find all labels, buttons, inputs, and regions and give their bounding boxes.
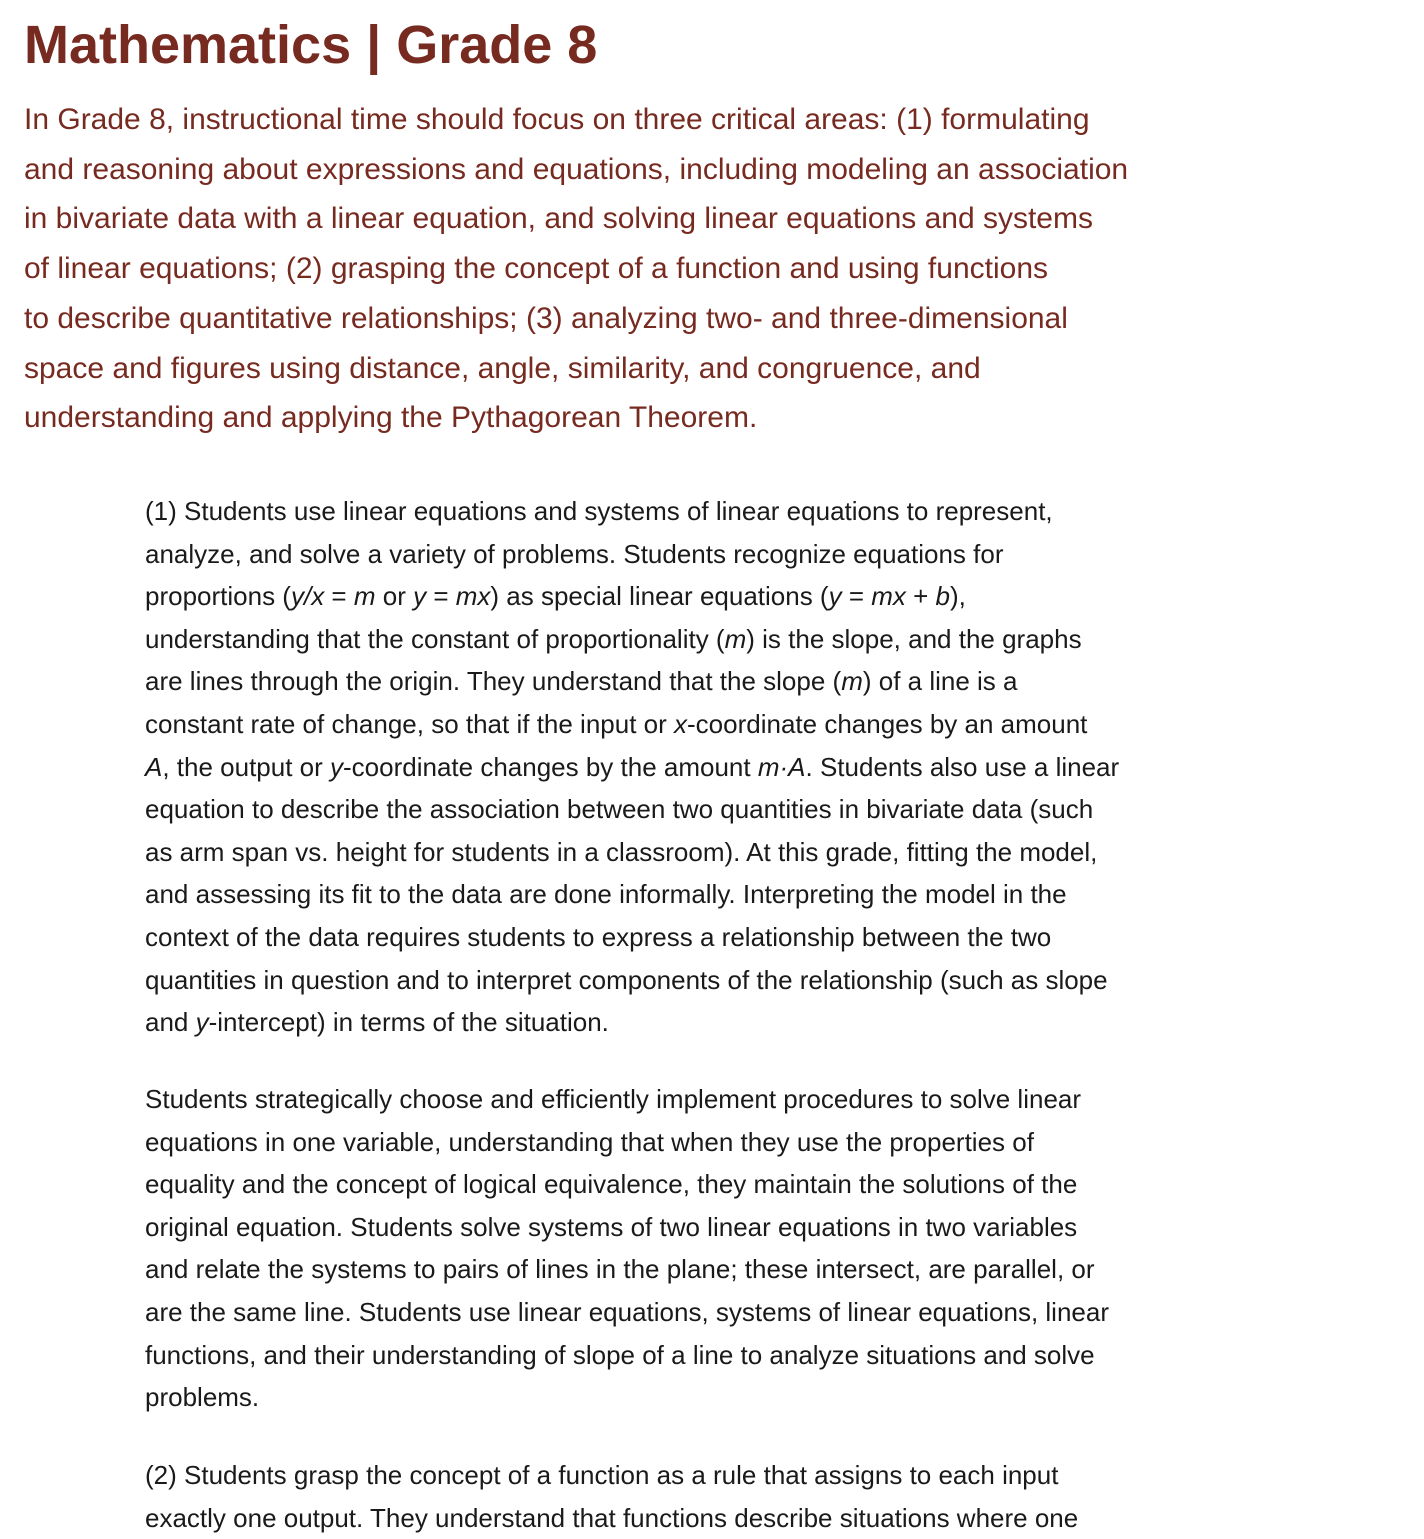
paragraph-line: [145, 746, 1385, 789]
text-run: ) of a line is a: [862, 666, 1018, 697]
critical-area-2-paragraph: [145, 1454, 1385, 1539]
math-variable: y: [413, 581, 427, 612]
text-run: =: [324, 581, 354, 612]
math-variable: m: [353, 581, 376, 612]
math-variable: A: [145, 751, 163, 782]
paragraph-line: are the same line. Students use linear equations, systems of linear equations, linear: [145, 1296, 1109, 1327]
paragraph-line: Students strategically choose and efficiently implement procedures to solve linear: [145, 1084, 1082, 1114]
paragraph-line: equation to describe the association between two quantities in bivariate data (such: [145, 794, 1094, 825]
math-variable: m: [841, 666, 863, 697]
paragraph-line: equations in one variable, understanding that when they use the properties of: [145, 1126, 1034, 1157]
intro-line: In Grade 8, instructional time should focus on three critical areas: (1) formulating: [24, 103, 1090, 136]
intro-paragraph: [24, 95, 1364, 443]
paragraph-line: equality and the concept of logical equivalence, they maintain the solutions of the: [145, 1169, 1078, 1200]
math-variable: m: [724, 623, 747, 654]
math-variable: y/x: [290, 581, 325, 612]
text-run: . Students also use a linear: [805, 751, 1120, 782]
text-run: and: [145, 1007, 196, 1038]
paragraph-line: context of the data requires students to express a relationship between the two: [145, 921, 1052, 952]
paragraph-line: quantities in question and to interpret components of the relationship (such as slope: [145, 964, 1108, 995]
math-variable: y: [195, 1007, 209, 1038]
paragraph-line: [145, 703, 1385, 746]
paragraph-line: [145, 1001, 1385, 1044]
paragraph-line: analyze, and solve a variety of problems. Students recognize equations for: [145, 538, 1004, 569]
math-variable: m·A: [757, 751, 806, 782]
paragraph-line: exactly one output. They understand that functions describe situations where one: [145, 1502, 1079, 1533]
text-run: understanding that the constant of proportionality (: [145, 623, 725, 654]
text-run: are lines through the origin. They understand that the slope (: [145, 666, 842, 697]
text-run: or: [375, 581, 414, 612]
math-variable: mx: [871, 581, 906, 612]
critical-area-1-paragraph: [145, 490, 1385, 1044]
intro-line: in bivariate data with a linear equation, and solving linear equations and systems: [24, 202, 1093, 236]
text-run: constant rate of change, so that if the input or: [145, 708, 675, 739]
text-run: =: [841, 581, 872, 612]
math-variable: y: [330, 751, 344, 782]
intro-line: and reasoning about expressions and equations, including modeling an association: [24, 152, 1129, 186]
intro-line: of linear equations; (2) grasping the concept of a function and using functions: [24, 252, 1048, 286]
math-variable: x: [674, 708, 688, 739]
text-run: , the output or: [162, 751, 331, 782]
text-run: -coordinate changes by an amount: [687, 708, 1088, 739]
text-run: ),: [950, 581, 966, 612]
paragraph-line: (1) Students use linear equations and systems of linear equations to represent,: [145, 496, 1053, 526]
text-run: ) as special linear equations (: [490, 581, 829, 612]
paragraph-line: [145, 575, 1385, 618]
math-variable: mx: [455, 581, 491, 612]
intro-line: space and figures using distance, angle, similarity, and congruence, and: [24, 351, 981, 385]
text-run: proportions (: [145, 581, 291, 612]
paragraph-line: and relate the systems to pairs of lines in the plane; these intersect, are parallel, or: [145, 1254, 1095, 1285]
paragraph-line: as arm span vs. height for students in a classroom). At this grade, fitting the model,: [145, 836, 1098, 867]
math-variable: y: [828, 581, 842, 612]
text-run: +: [905, 581, 936, 612]
paragraph-line: [145, 618, 1385, 661]
text-run: =: [426, 581, 456, 612]
intro-line: understanding and applying the Pythagorean Theorem.: [24, 401, 758, 435]
intro-line: to describe quantitative relationships; (3) analyzing two- and three-dimensional: [24, 301, 1068, 335]
text-run: -intercept) in terms of the situation.: [208, 1007, 609, 1038]
paragraph-line: and assessing its fit to the data are done informally. Interpreting the model in the: [145, 879, 1067, 910]
math-variable: b: [935, 581, 951, 612]
paragraph-line: functions, and their understanding of slope of a line to analyze situations and solve: [145, 1339, 1095, 1370]
linear-equations-paragraph: [145, 1078, 1385, 1419]
text-run: -coordinate changes by the amount: [343, 751, 758, 782]
text-run: ) is the slope, and the graphs: [746, 623, 1082, 654]
paragraph-line: problems.: [145, 1382, 260, 1413]
paragraph-line: [145, 660, 1385, 703]
paragraph-line: original equation. Students solve systems of two linear equations in two variables: [145, 1211, 1078, 1242]
paragraph-line: (2) Students grasp the concept of a function as a rule that assigns to each input: [145, 1460, 1059, 1490]
page-title: Mathematics | Grade 8: [24, 15, 598, 75]
